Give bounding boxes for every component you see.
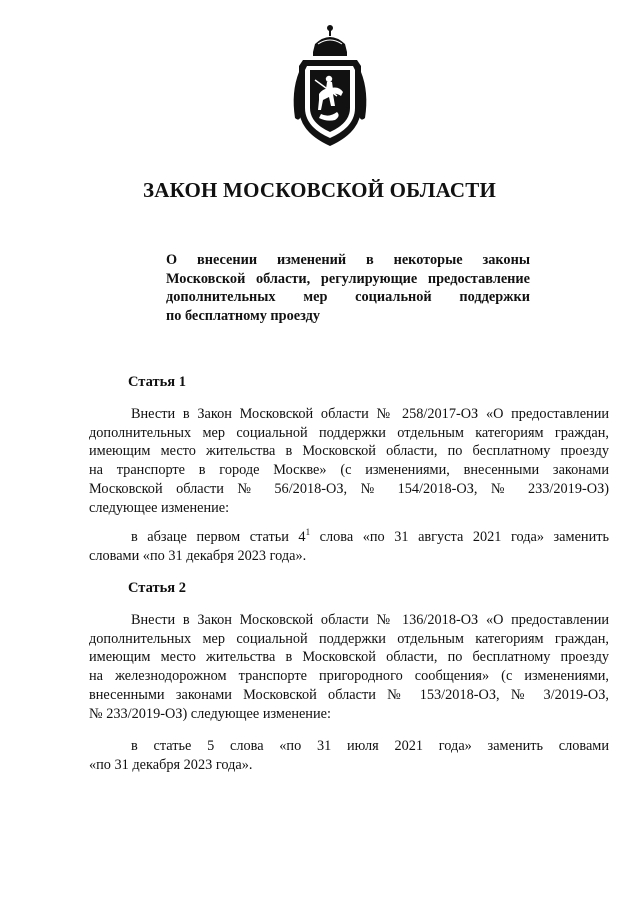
article-1-paragraph-2 [89, 528, 609, 565]
paragraph-line: следующее изменение: [89, 499, 230, 516]
paragraph-line: «по 31 декабря 2023 года». [89, 756, 253, 773]
law-title: ЗАКОН МОСКОВСКОЙ ОБЛАСТИ [142, 178, 497, 202]
article-2-paragraph-1 [89, 611, 609, 723]
law-subject [166, 251, 530, 325]
paragraph-line: на транспорте в городе Москве» (с изменениями, внесенными законами [89, 462, 609, 479]
paragraph-line: дополнительных мер социальной поддержки отдельным категориям граждан, [89, 630, 609, 647]
paragraph-line: Московской области № 56/2018-ОЗ, № 154/2018-ОЗ, № 233/2019-ОЗ) [89, 480, 609, 497]
article-1-paragraph-1 [89, 405, 609, 517]
paragraph-line: в статье 5 слова «по 31 июля 2021 года» заменить словами [131, 738, 609, 754]
subject-line: Московской области, регулирующие предоставление [166, 270, 530, 287]
paragraph-text: слова «по 31 августа 2021 года» заменить [310, 529, 609, 545]
paragraph-line: словами «по 31 декабря 2023 года». [89, 547, 307, 564]
article-superscript: 1 [305, 527, 311, 537]
article-2-heading: Статья 2 [128, 580, 186, 596]
subject-line: по бесплатному проезду [166, 307, 320, 324]
paragraph-line: на железнодорожном транспорте пригородного сообщения» (с изменениями, [89, 668, 609, 685]
subject-line: дополнительных мер социальной поддержки [166, 289, 530, 306]
paragraph-line: Внести в Закон Московской области № 136/2018-ОЗ «О предоставлении [131, 612, 609, 628]
paragraph-line: № 233/2019-ОЗ) следующее изменение: [89, 705, 331, 722]
paragraph-line: Внести в Закон Московской области № 258/2017-ОЗ «О предоставлении [131, 406, 609, 422]
paragraph-line: имеющим место жительства в Московской области, по бесплатному проезду [89, 443, 609, 460]
subject-line: О внесении изменений в некоторые законы [166, 252, 530, 268]
paragraph-text: в абзаце первом статьи 4 [131, 529, 306, 545]
paragraph-line [89, 528, 609, 547]
paragraph-line: дополнительных мер социальной поддержки отдельным категориям граждан, [89, 424, 609, 441]
paragraph-line: внесенными законами Московской области № 153/2018-ОЗ, № 3/2019-ОЗ, [89, 686, 609, 703]
coat-of-arms-emblem [285, 22, 375, 150]
article-2-paragraph-2 [89, 737, 609, 774]
article-1-heading: Статья 1 [128, 374, 186, 390]
paragraph-line: имеющим место жительства в Московской области, по бесплатному проезду [89, 649, 609, 666]
